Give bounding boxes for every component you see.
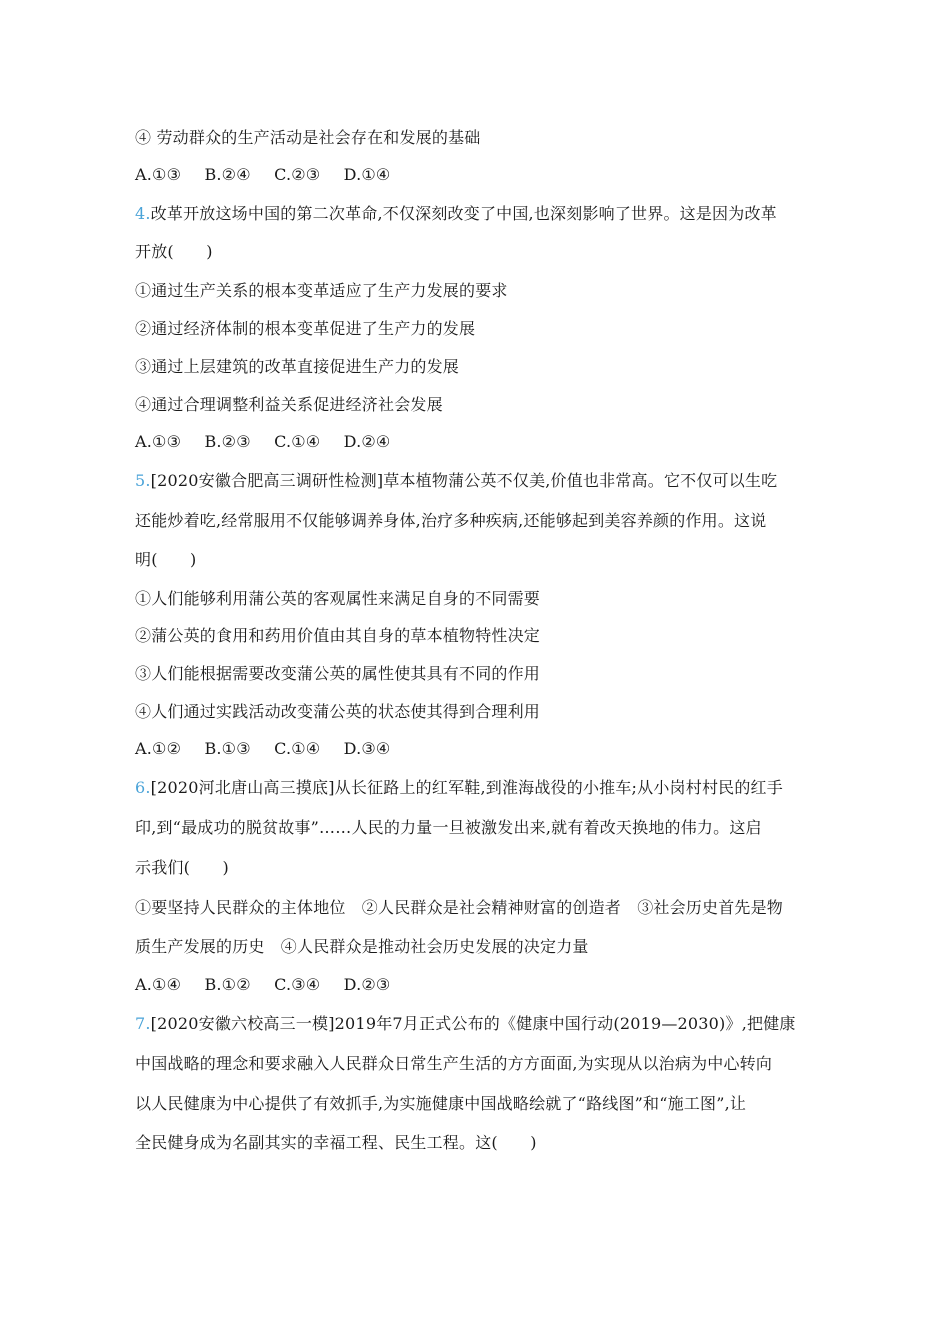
q6-stem-line-3: 示我们( )	[135, 858, 229, 877]
q4-stem-line-1: 4.改革开放这场中国的第二次革命,不仅深刻改变了中国,也深刻影响了世界。这是因为改革	[135, 204, 777, 223]
q5-item-2: ②蒲公英的食用和药用价值由其自身的草本植物特性决定	[135, 626, 541, 645]
q3-option-c: C.②③	[274, 165, 321, 184]
q6-stem-line-2: 印,到“最成功的脱贫故事”……人民的力量一旦被激发出来,就有着改天换地的伟力。这启	[135, 818, 762, 837]
q4-option-c: C.①④	[274, 432, 321, 451]
q6-items-line-2: 质生产发展的历史 ④人民群众是推动社会历史发展的决定力量	[135, 937, 589, 956]
q5-stem-line-1: 5.[2020安徽合肥高三调研性检测]草本植物蒲公英不仅美,价值也非常高。它不仅可以生吃	[135, 471, 778, 490]
q4-option-b: B.②③	[204, 432, 251, 451]
q6-stem-line-1: 6.[2020河北唐山高三摸底]从长征路上的红军鞋,到淮海战役的小推车;从小岗村村民的红手	[135, 778, 783, 797]
q4-item-2: ②通过经济体制的根本变革促进了生产力的发展	[135, 319, 476, 338]
q6-number: 6.	[135, 778, 151, 797]
q5-number: 5.	[135, 471, 151, 490]
q7-stem-line-1: 7.[2020安徽六校高三一模]2019年7月正式公布的《健康中国行动(2019—2030)》,把健康	[135, 1014, 796, 1033]
q5-stem-line-3: 明( )	[135, 550, 197, 569]
q4-item-4: ④通过合理调整利益关系促进经济社会发展	[135, 395, 443, 414]
q3-option-d: D.①④	[343, 165, 391, 184]
q6-items-line-1: ①要坚持人民群众的主体地位 ②人民群众是社会精神财富的创造者 ③社会历史首先是物	[135, 898, 784, 917]
q5-item-1: ①人们能够利用蒲公英的客观属性来满足自身的不同需要	[135, 589, 541, 608]
q6-option-c: C.③④	[274, 975, 321, 994]
q6-option-d: D.②③	[343, 975, 391, 994]
q4-option-d: D.②④	[343, 432, 391, 451]
q5-option-d: D.③④	[343, 739, 391, 758]
q4-option-a: A.①③	[135, 432, 182, 451]
q6-option-b: B.①②	[204, 975, 251, 994]
q5-item-3: ③人们能根据需要改变蒲公英的属性使其具有不同的作用	[135, 664, 541, 683]
q3-option-a: A.①③	[135, 165, 182, 184]
q5-option-b: B.①③	[204, 739, 251, 758]
q5-stem-line-2: 还能炒着吃,经常服用不仅能够调养身体,治疗多种疾病,还能够起到美容养颜的作用。这说	[135, 511, 767, 530]
q4-item-1: ①通过生产关系的根本变革适应了生产力发展的要求	[135, 281, 508, 300]
q4-number: 4.	[135, 204, 151, 223]
q4-stem-line-2: 开放( )	[135, 242, 213, 261]
q3-item-4: ④ 劳动群众的生产活动是社会存在和发展的基础	[135, 128, 481, 147]
q7-stem-line-3: 以人民健康为中心提供了有效抓手,为实施健康中国战略绘就了“路线图”和“施工图”,让	[135, 1094, 747, 1113]
q3-option-b: B.②④	[204, 165, 251, 184]
q7-stem-line-2: 中国战略的理念和要求融入人民群众日常生产生活的方方面面,为实现从以治病为中心转向	[135, 1054, 773, 1073]
q5-options	[135, 737, 825, 761]
q6-options	[135, 973, 825, 997]
q4-item-3: ③通过上层建筑的改革直接促进生产力的发展	[135, 357, 460, 376]
q5-option-a: A.①②	[135, 739, 182, 758]
q7-number: 7.	[135, 1014, 151, 1033]
q6-option-a: A.①④	[135, 975, 182, 994]
q7-stem-line-4: 全民健身成为名副其实的幸福工程、民生工程。这( )	[135, 1133, 537, 1152]
q5-item-4: ④人们通过实践活动改变蒲公英的状态使其得到合理利用	[135, 702, 541, 721]
q5-option-c: C.①④	[274, 739, 321, 758]
q3-options	[135, 163, 825, 187]
q4-options	[135, 430, 825, 454]
